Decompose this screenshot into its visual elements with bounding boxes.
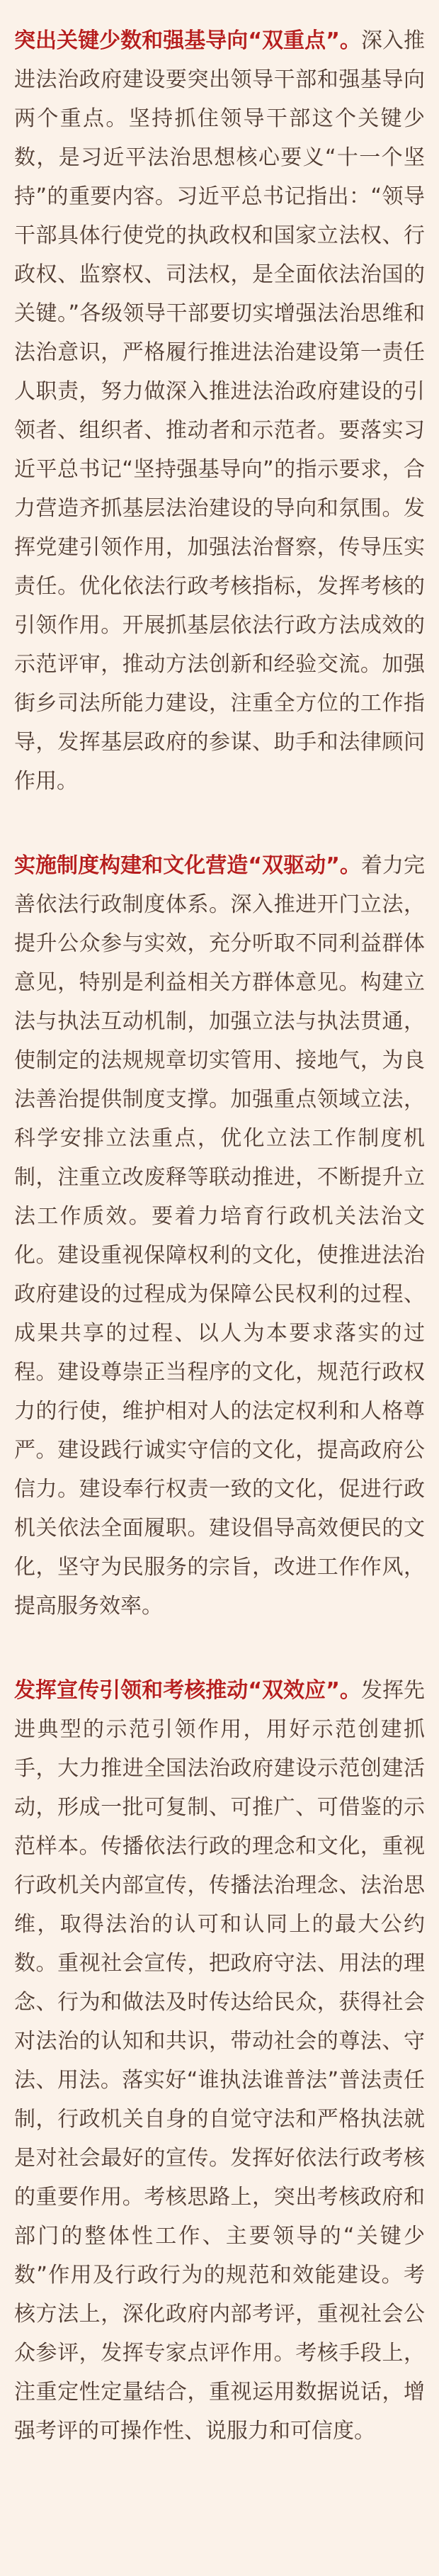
section-paragraph: 发挥先进典型的示范引领作用，用好示范创建抓手，大力推进全国法治政府建设示范创建活动，形成一批可复制、可推广、可借鉴的示范样本。传播依法行政的理念和文化，重视行政机关内部宣传，传播法治理念、法治思维，取得法治的认可和认同上的最大公约数。重视社会宣传，把政府守法、用法的理念、行为和做法及时传达给民众，获得社会对法治的认知和共识，带动社会的尊法、守法、用法。落实好“谁执法谁普法”普法责任制，行政机关自身的自觉守法和严格执法就是对社会最好的宣传。发挥好依法行政考核的重要作用。考核思路上，突出考核政府和部门的整体性工作、主要领导的“关键少数”作用及行政行为的规范和效能建设。考核方法上，深化政府内部考评，重视社会公众参评，发挥专家点评作用。考核手段上，注重定性定量结合，重视运用数据说话，增强考评的可操作性、说服力和可信度。 bbox=[14, 1678, 425, 2443]
section-heading: 突出关键少数和强基导向“双重点”。 bbox=[14, 28, 361, 53]
section-heading: 实施制度构建和文化营造“双驱动”。 bbox=[14, 853, 361, 878]
section-paragraph: 着力完善依法行政制度体系。深入推进开门立法，提升公众参与实效，充分听取不同利益群体意见，特别是利益相关方群体意见。构建立法与执法互动机制，加强立法与执法贯通，使制定的法规规章切实管用、接地气，为良法善治提供制度支撑。加强重点领域立法，科学安排立法重点，优化立法工作制度机制，注重立改废释等联动推进，不断提升立法工作质效。要着力培育行政机关法治文化。建设重视保障权利的文化，使推进法治政府建设的过程成为保障公民权利的过程、成果共享的过程、以人为本要求落实的过程。建设尊崇正当程序的文化，规范行政权力的行使，维护相对人的法定权利和人格尊严。建设践行诚实守信的文化，提高政府公信力。建设奉行权责一致的文化，促进行政机关依法全面履职。建设倡导高效便民的文化，坚守为民服务的宗旨，改进工作作风，提高服务效率。 bbox=[14, 853, 425, 1619]
section-double-effect bbox=[14, 1671, 425, 2451]
section-heading: 发挥宣传引领和考核推动“双效应”。 bbox=[14, 1678, 361, 1703]
section-paragraph: 深入推进法治政府建设要突出领导干部和强基导向两个重点。坚持抓住领导干部这个关键少数，是习近平法治思想核心要义“十一个坚持”的重要内容。习近平总书记指出：“领导干部具体行使党的执政权和国家立法权、行政权、监察权、司法权，是全面依法治国的关键。”各级领导干部要切实增强法治思维和法治意识，严格履行推进法治建设第一责任人职责，努力做深入推进法治政府建设的引领者、组织者、推动者和示范者。要落实习近平总书记“坚持强基导向”的指示要求，合力营造齐抓基层法治建设的导向和氛围。发挥党建引领作用，加强法治督察，传导压实责任。优化依法行政考核指标，发挥考核的引领作用。开展抓基层依法行政方法成效的示范评审，推动方法创新和经验交流。加强街乡司法所能力建设，注重全方位的工作指导，发挥基层政府的参谋、助手和法律顾问作用。 bbox=[14, 28, 425, 794]
section-double-focus bbox=[14, 21, 425, 801]
section-double-drive bbox=[14, 846, 425, 1626]
